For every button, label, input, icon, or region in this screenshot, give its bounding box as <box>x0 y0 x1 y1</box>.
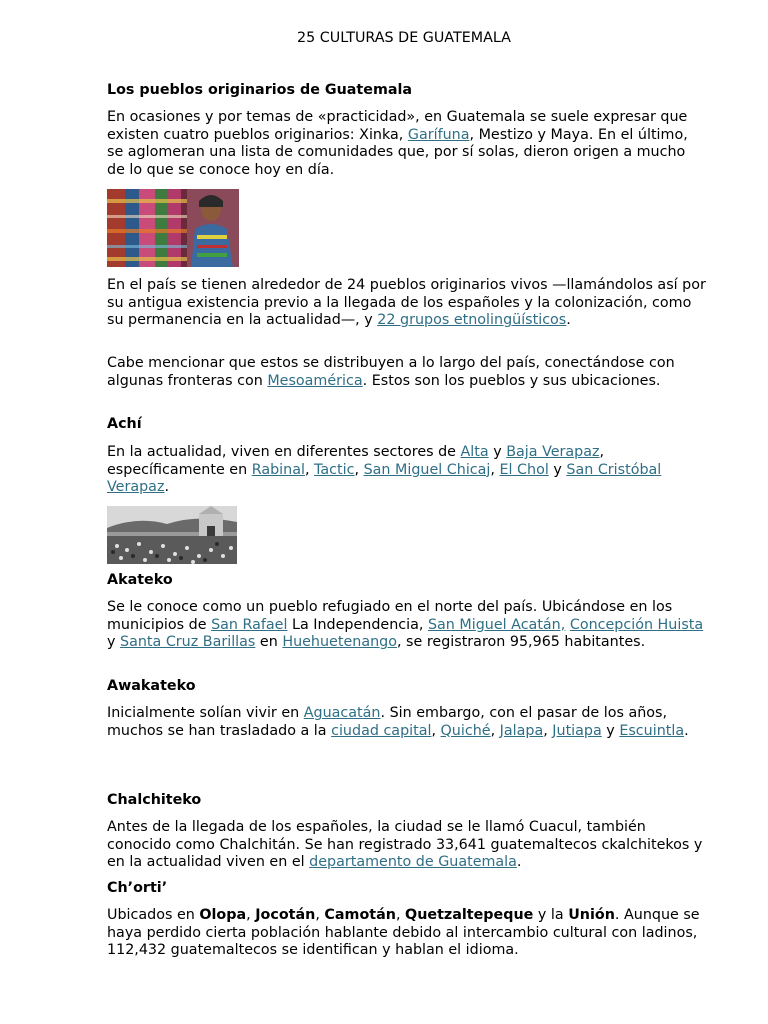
section-heading-awakateko: Awakateko <box>107 678 196 694</box>
paragraph-akateko: Se le conoce como un pueblo refugiado en el norte del país. Ubicándose en los municipios de San Rafael La Independencia, San Miguel Acatán, Concepción Huista y Santa Cruz Barillas en Huehuetenango, se registraron 95,965 habitantes. <box>107 599 704 651</box>
link-quiche[interactable]: Quiché <box>440 722 491 739</box>
link-garifuna[interactable]: Garífuna <box>407 126 470 143</box>
section-heading-akateko: Akateko <box>107 572 173 588</box>
link-santa-cruz-barillas[interactable]: Santa Cruz Barillas <box>120 634 256 651</box>
link-mesoamerica[interactable]: Mesoamérica <box>267 372 363 389</box>
link-rabinal[interactable]: Rabinal <box>251 461 305 478</box>
link-jutiapa[interactable]: Jutiapa <box>552 722 602 739</box>
link-grupos-etnolinguisticos[interactable]: 22 grupos etnolingüísticos <box>377 312 567 329</box>
link-concepcion-huista[interactable]: Concepción Huista <box>569 616 704 633</box>
paragraph-pueblos-vivos: En el país se tienen alrededor de 24 pueblos originarios vivos —llamándolos así por su antigua existencia previo a la llegada de los españoles y la colonización, como su permanencia en la actualidad—, y 22 grupos etnolingüísticos. <box>107 277 706 329</box>
photo-woman-textiles <box>107 189 239 267</box>
link-departamento-guatemala[interactable]: departamento de Guatemala <box>309 854 517 871</box>
section-heading-achi: Achí <box>107 416 142 432</box>
link-san-cristobal-verapaz[interactable]: San Cristóbal Verapaz <box>107 461 662 496</box>
paragraph-chorti: Ubicados en Olopa, Jocotán, Camotán, Quetzaltepeque y la Unión. Aunque se haya perdido cierta población hablante debido al intercambio cultural con ladinos, 112,432 guatemaltecos se identifican y hablan el idioma. <box>107 907 700 959</box>
link-san-miguel-acatan[interactable]: San Miguel Acatán, <box>427 616 566 633</box>
bold-olopa: Olopa <box>199 907 247 923</box>
section-heading-chorti: Ch’orti’ <box>107 880 168 896</box>
link-alta[interactable]: Alta <box>460 444 489 460</box>
link-baja-verapaz[interactable]: Baja Verapaz <box>506 444 600 460</box>
link-huehuetenango[interactable]: Huehuetenango <box>282 634 397 651</box>
paragraph-awakateko: Inicialmente solían vivir en Aguacatán. Sin embargo, con el pasar de los años, muchos se han trasladado a la ciudad capital, Quiché, Jalapa, Jutiapa y Escuintla. <box>107 705 689 739</box>
document-title: 25 CULTURAS DE GUATEMALA <box>297 30 511 46</box>
paragraph-achi: En la actualidad, viven en diferentes sectores de Alta y Baja Verapaz, específicamente en Rabinal, Tactic, San Miguel Chicaj, El Chol y San Cristóbal Verapaz. <box>107 444 662 496</box>
link-san-rafael[interactable]: San Rafael <box>211 616 288 633</box>
link-aguacatan[interactable]: Aguacatán <box>303 705 381 721</box>
bold-camotan: Camotán <box>324 907 396 923</box>
section-heading-chalchiteko: Chalchiteko <box>107 792 202 808</box>
link-tactic[interactable]: Tactic <box>314 461 355 478</box>
link-jalapa[interactable]: Jalapa <box>499 722 544 739</box>
photo-town-square <box>107 506 237 564</box>
section-heading-pueblos: Los pueblos originarios de Guatemala <box>107 82 413 98</box>
link-el-chol[interactable]: El Chol <box>499 461 549 478</box>
paragraph-distribucion: Cabe mencionar que estos se distribuyen a lo largo del país, conectándose con algunas fronteras con Mesoamérica. Estos son los pueblos y sus ubicaciones. <box>107 355 675 389</box>
paragraph-intro: En ocasiones y por temas de «practicidad», en Guatemala se suele expresar que existen cuatro pueblos originarios: Xinka, Garífuna, Mestizo y Maya. En el último, se aglomeran una lista de comunidades que, por sí solas, dieron origen a mucho de lo que se conoce hoy en día. <box>107 109 688 178</box>
link-escuintla[interactable]: Escuintla <box>619 722 685 739</box>
link-ciudad-capital[interactable]: ciudad capital <box>331 722 432 739</box>
paragraph-chalchiteko: Antes de la llegada de los españoles, la ciudad se le llamó Cuacul, también conocido como Chalchitán. Se han registrado 33,641 guatemaltecos ckalchitekos y en la actualidad viven en el departamento de Guatemala. <box>107 819 703 871</box>
bold-jocotan: Jocotán <box>255 907 316 923</box>
link-san-miguel-chicaj[interactable]: San Miguel Chicaj <box>363 461 491 478</box>
bold-quetzaltepeque: Quetzaltepeque <box>405 907 534 923</box>
bold-union: Unión <box>568 907 615 923</box>
